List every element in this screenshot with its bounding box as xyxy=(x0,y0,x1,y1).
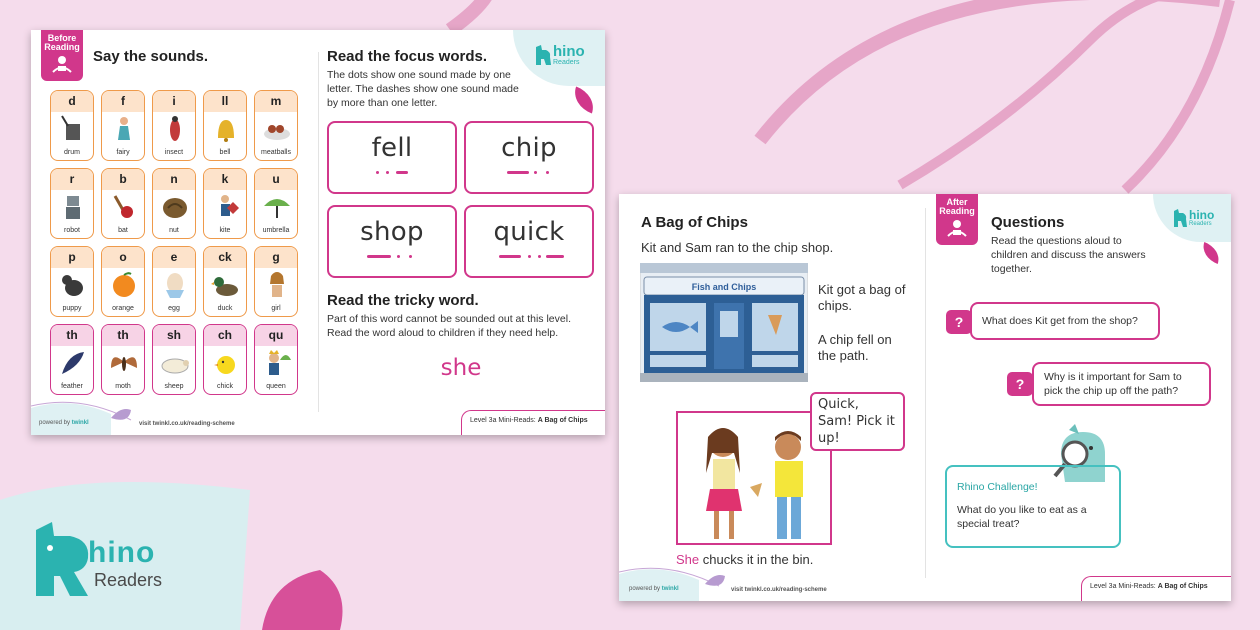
feather-icon xyxy=(58,348,88,378)
divider xyxy=(318,52,319,412)
sound-word: fairy xyxy=(116,149,130,156)
focus-word: fell xyxy=(371,133,413,163)
leaf-decoration xyxy=(1199,242,1223,264)
children-illustration xyxy=(676,411,832,545)
story-sheet xyxy=(619,194,1231,601)
story-line-4-rest: chucks it in the bin. xyxy=(699,552,814,567)
before-reading-sheet xyxy=(31,30,605,435)
reading-icon xyxy=(51,55,73,73)
sound-letter: u xyxy=(255,169,297,190)
bell-icon xyxy=(211,114,241,144)
sound-card xyxy=(50,168,94,239)
tricky-description: Part of this word cannot be sounded out at this level. Read the word aloud to children if they need help. xyxy=(327,313,571,339)
sound-letter: th xyxy=(51,325,93,346)
sound-letter: qu xyxy=(255,325,297,346)
tag-hino-text: hino xyxy=(553,42,585,60)
powered-by xyxy=(629,586,679,592)
badge-label: After Reading xyxy=(939,197,975,216)
queen-icon xyxy=(262,348,292,378)
chick-icon xyxy=(211,348,241,378)
sound-card xyxy=(101,168,145,239)
sound-word: moth xyxy=(115,383,131,390)
shop-sign: Fish and Chips xyxy=(691,282,757,292)
sound-letter: d xyxy=(51,91,93,112)
sound-word: insect xyxy=(164,149,184,156)
logo-hino-text: hino xyxy=(88,536,156,569)
sound-letter: o xyxy=(102,247,144,268)
duck-icon xyxy=(211,270,241,300)
powered-by xyxy=(39,420,89,426)
focus-word-card xyxy=(464,205,594,278)
kids-picture xyxy=(678,413,830,543)
sound-marks xyxy=(466,171,592,177)
questions-description: Read the questions aloud to children and discuss the answers together. xyxy=(991,235,1146,275)
sound-word: chick xyxy=(217,383,233,390)
story-line-4 xyxy=(676,553,813,567)
sound-word: queen xyxy=(266,383,286,390)
sound-letter: b xyxy=(102,169,144,190)
questions-title: Questions xyxy=(991,214,1065,231)
after-reading-badge xyxy=(936,194,978,245)
question-2: Why is it important for Sam to pick the chip up off the path? xyxy=(1032,362,1211,406)
sound-letter: g xyxy=(255,247,297,268)
focus-word: chip xyxy=(501,133,557,163)
tricky-word-she: She xyxy=(676,552,700,567)
girl-icon xyxy=(262,270,292,300)
sound-letter: sh xyxy=(153,325,195,346)
sound-letter: p xyxy=(51,247,93,268)
insect-icon xyxy=(160,114,190,144)
sound-card-grid xyxy=(50,90,298,395)
moth-icon xyxy=(109,348,139,378)
sound-word: orange xyxy=(112,305,134,312)
divider xyxy=(925,208,926,578)
sound-letter: ck xyxy=(204,247,246,268)
sound-word: umbrella xyxy=(262,227,290,234)
level-footer xyxy=(1081,576,1231,601)
sound-card xyxy=(203,324,247,395)
challenge-title: Rhino Challenge! xyxy=(957,481,1038,493)
meatballs-icon xyxy=(262,114,292,144)
sound-letter: e xyxy=(153,247,195,268)
focus-word: quick xyxy=(493,217,565,247)
puppy-icon xyxy=(58,270,88,300)
story-title: A Bag of Chips xyxy=(641,214,748,231)
level-label: Level 3a Mini-Reads: xyxy=(470,417,536,424)
powered-by-text: powered by xyxy=(629,586,661,592)
sound-letter: th xyxy=(102,325,144,346)
sound-letter: n xyxy=(153,169,195,190)
sound-word: puppy xyxy=(62,305,82,312)
sound-word: sheep xyxy=(164,383,184,390)
rhino-small-icon xyxy=(535,44,551,66)
sound-card xyxy=(203,246,247,317)
focus-word-card xyxy=(464,121,594,194)
umbrella-icon xyxy=(262,192,292,222)
sound-card xyxy=(152,324,196,395)
sound-card xyxy=(203,168,247,239)
robot-icon xyxy=(58,192,88,222)
question-mark-icon: ? xyxy=(946,310,972,334)
sound-word: bell xyxy=(219,149,231,156)
leaf-decoration xyxy=(569,86,598,113)
fairy-icon xyxy=(109,114,139,144)
sound-word: girl xyxy=(271,305,281,312)
before-reading-badge xyxy=(41,30,83,81)
focus-word: shop xyxy=(360,217,424,247)
focus-word-card xyxy=(327,121,457,194)
book-title: A Bag of Chips xyxy=(1157,583,1208,590)
kite-icon xyxy=(211,192,241,222)
reading-icon xyxy=(946,219,968,237)
question-1: What does Kit get from the shop? xyxy=(970,302,1160,340)
nut-icon xyxy=(160,192,190,222)
sound-marks xyxy=(329,171,455,177)
twinkl-logo: twinkl xyxy=(661,586,679,592)
sound-word: feather xyxy=(61,383,83,390)
scheme-url[interactable]: visit twinkl.co.uk/reading-scheme xyxy=(139,421,235,427)
orange-icon xyxy=(109,270,139,300)
focus-description: The dots show one sound made by one letter. The dashes show one sound made by more than one letter. xyxy=(327,69,519,109)
sound-letter: ch xyxy=(204,325,246,346)
story-line-3: A chip fell on the path. xyxy=(818,332,892,363)
sound-card xyxy=(203,90,247,161)
story-line-1: Kit and Sam ran to the chip shop. xyxy=(641,240,834,255)
level-label: Level 3a Mini-Reads: xyxy=(1090,583,1156,590)
sound-marks xyxy=(466,255,592,261)
logo-readers-text: Readers xyxy=(94,570,163,590)
question-mark-icon: ? xyxy=(1007,372,1033,396)
sound-word: meatballs xyxy=(261,149,291,156)
sound-card xyxy=(50,246,94,317)
sound-card xyxy=(50,324,94,395)
powered-by-text: powered by xyxy=(39,420,71,426)
sheep-icon xyxy=(160,348,190,378)
badge-label: Before Reading xyxy=(44,33,80,52)
tricky-word: she xyxy=(440,355,482,381)
sound-card xyxy=(101,90,145,161)
drum-icon xyxy=(58,114,88,144)
rhino-readers-tag xyxy=(1153,194,1231,242)
book-title: A Bag of Chips xyxy=(537,417,588,424)
rhino-challenge-box xyxy=(945,465,1121,548)
chip-shop-illustration xyxy=(640,263,808,382)
tag-hino-text: hino xyxy=(1189,207,1215,222)
sound-word: nut xyxy=(169,227,179,234)
sound-word: robot xyxy=(64,227,80,234)
story-line-2: Kit got a bag of chips. xyxy=(818,282,906,313)
sound-card xyxy=(254,90,298,161)
egg-icon xyxy=(160,270,190,300)
challenge-question: What do you like to eat as a special treat? xyxy=(957,504,1087,530)
sound-card xyxy=(152,90,196,161)
sound-word: drum xyxy=(64,149,80,156)
focus-title: Read the focus words. xyxy=(327,48,488,65)
level-footer xyxy=(461,410,605,435)
tricky-title: Read the tricky word. xyxy=(327,292,479,309)
sound-marks xyxy=(329,255,455,261)
sound-card xyxy=(254,246,298,317)
tag-readers-text: Readers xyxy=(553,58,580,66)
rhino-small-icon xyxy=(1173,208,1187,228)
sound-card xyxy=(50,90,94,161)
speech-bubble: Quick, Sam! Pick it up! xyxy=(810,392,905,451)
sound-letter: ll xyxy=(204,91,246,112)
sound-letter: r xyxy=(51,169,93,190)
sound-card xyxy=(254,324,298,395)
bat-icon xyxy=(109,192,139,222)
focus-word-card xyxy=(327,205,457,278)
twinkl-logo: twinkl xyxy=(71,420,89,426)
sound-letter: m xyxy=(255,91,297,112)
sound-card xyxy=(101,246,145,317)
sound-letter: i xyxy=(153,91,195,112)
sound-word: bat xyxy=(118,227,128,234)
sounds-title: Say the sounds. xyxy=(93,48,209,65)
sound-card xyxy=(254,168,298,239)
sound-word: duck xyxy=(217,305,233,312)
sound-card xyxy=(152,168,196,239)
sound-card xyxy=(152,246,196,317)
sound-word: kite xyxy=(219,227,231,234)
sound-card xyxy=(101,324,145,395)
scheme-url[interactable]: visit twinkl.co.uk/reading-scheme xyxy=(731,587,827,593)
tag-readers-text: Readers xyxy=(1189,220,1212,227)
sound-word: egg xyxy=(168,305,180,312)
sound-letter: f xyxy=(102,91,144,112)
rhino-readers-logo xyxy=(30,518,190,608)
sound-letter: k xyxy=(204,169,246,190)
